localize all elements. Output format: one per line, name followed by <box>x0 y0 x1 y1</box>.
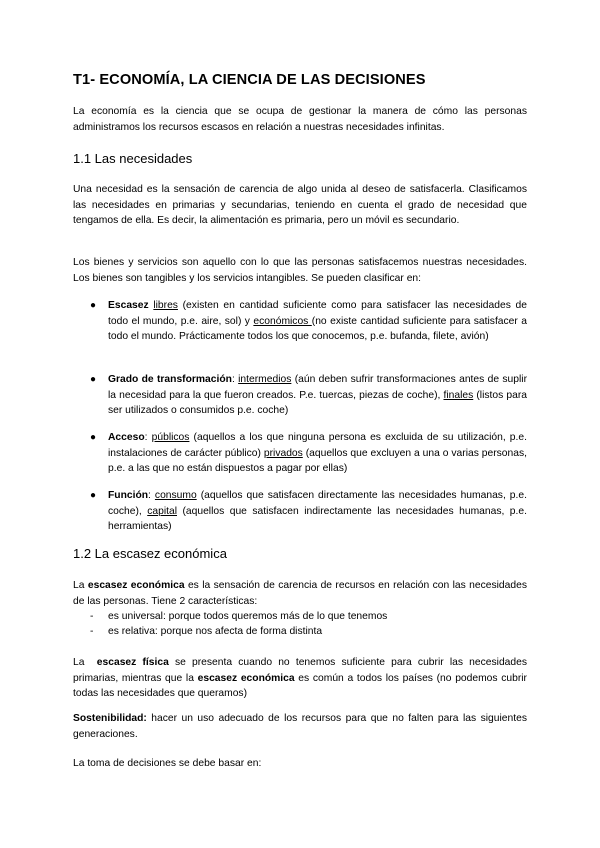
bienes-paragraph: Los bienes y servicios son aquello con lo que las personas satisfacemos nuestras necesidades. Los bienes son tangibles y los servicios intangibles. Se pueden clasificar en: <box>73 257 527 284</box>
text-run: La <box>73 657 97 668</box>
bullet-term: Acceso <box>108 432 145 443</box>
bullet-sep: : <box>231 374 239 385</box>
bullet-underlined-2: capital <box>147 505 177 517</box>
bullet-text-2: (no existe cantidad suficiente para satisfacer a todo el mundo. Prácticamente todos los que conocemos, p.e. bufanda, filete, avión) <box>108 315 527 342</box>
bullet-sep: : <box>148 490 155 501</box>
dash-item-relativa: es relativa: porque nos afecta de forma distinta <box>108 626 323 637</box>
bullet-icon: ● <box>90 300 97 311</box>
bullet-icon: ● <box>90 432 97 443</box>
text-run: hacer un uso adecuado de los recursos para que no falten para las siguientes generaciones. <box>73 713 527 740</box>
escasez-paragraph <box>73 578 527 609</box>
bold-term: escasez física <box>96 657 169 668</box>
bold-term: escasez económica <box>87 580 185 591</box>
dash-marker: - <box>90 611 94 622</box>
section-heading-escasez: 1.2 La escasez económica <box>73 546 227 561</box>
sostenibilidad-paragraph <box>73 711 527 742</box>
bullet-text-2: (listos para ser utilizados o consumidos p.e. coche) <box>108 389 527 416</box>
dash-item-universal: es universal: porque todos queremos más de lo que tenemos <box>108 611 388 622</box>
bold-term: Sostenibilidad: <box>73 713 147 724</box>
text-run: es común a todos los países (no podemos cubrir todas las necesidades que queramos) <box>73 672 527 699</box>
text-run: se presenta cuando no tenemos suficiente para cubrir las necesidades primarias, mientras que la <box>73 657 527 684</box>
bullet-text-1: (existen en cantidad suficiente como para satisfacer las necesidades de todo el mundo, p.e. aire, sol) y <box>108 300 527 327</box>
bullet-underlined-2: finales <box>443 389 474 401</box>
bullet-acceso <box>108 430 527 477</box>
bullet-text-1: (aún deben sufrir transformaciones antes de suplir la necesidad para la que fueron creados. P.e. tuercas, piezas de coche), <box>108 374 527 401</box>
bullet-text-1: (aquellos que satisfacen directamente las necesidades humanas, p.e. coche), <box>108 490 527 517</box>
bullet-underlined-1: libres <box>153 300 178 311</box>
text-run: La <box>73 580 88 591</box>
necesidad-paragraph: Una necesidad es la sensación de carencia de algo unida al deseo de satisfacerla. Clasificamos las necesidades en primarias y secundarias, teniendo en cuenta el grado de necesidad que tengamos de ella. Es decir, la alimentación es primaria, pero un móvil es secundario. <box>73 184 527 226</box>
bullet-grado <box>108 372 527 419</box>
bullet-underlined-1: públicos <box>151 432 190 443</box>
bullet-term: Grado de transformación <box>108 374 232 385</box>
bullet-escasez <box>108 298 527 345</box>
bullet-text-2: (aquellos que satisfacen indirectamente las necesidades humanas, p.e. herramientas) <box>108 505 527 532</box>
bullet-underlined-1: consumo <box>154 490 197 501</box>
escasez-fisica-paragraph <box>73 655 527 702</box>
intro-paragraph: La economía es la ciencia que se ocupa de gestionar la manera de cómo las personas administramos los recursos escasos en relación a nuestras necesidades infinitas. <box>73 106 527 133</box>
bullet-underlined-1: intermedios <box>238 374 292 385</box>
page-title: T1- ECONOMÍA, LA CIENCIA DE LAS DECISIONES <box>73 72 426 88</box>
decisiones-paragraph: La toma de decisiones se debe basar en: <box>73 758 262 769</box>
text-run: es la sensación de carencia de recursos en relación con las necesidades de las personas. Tiene 2 características: <box>73 580 527 607</box>
bullet-icon: ● <box>90 374 97 385</box>
bullet-icon: ● <box>90 490 97 501</box>
bullet-sep: : <box>144 432 152 443</box>
bullet-funcion <box>108 488 527 535</box>
bullet-term: Escasez <box>108 300 149 311</box>
bold-term: escasez económica <box>197 672 295 684</box>
bullet-term: Función <box>108 490 149 501</box>
dash-marker: - <box>90 626 94 637</box>
section-heading-necesidades: 1.1 Las necesidades <box>73 151 193 166</box>
bullet-text-1: (aquellos a los que ninguna persona es excluida de su utilización, p.e. instalaciones de carácter público) <box>108 432 527 459</box>
bullet-text-2: (aquellos que excluyen a una o varias personas, p.e. a las que no están dispuestos a pagar por ellas) <box>108 447 527 474</box>
bullet-underlined-2: privados <box>263 447 303 459</box>
bullet-underlined-2: económicos <box>253 315 312 327</box>
